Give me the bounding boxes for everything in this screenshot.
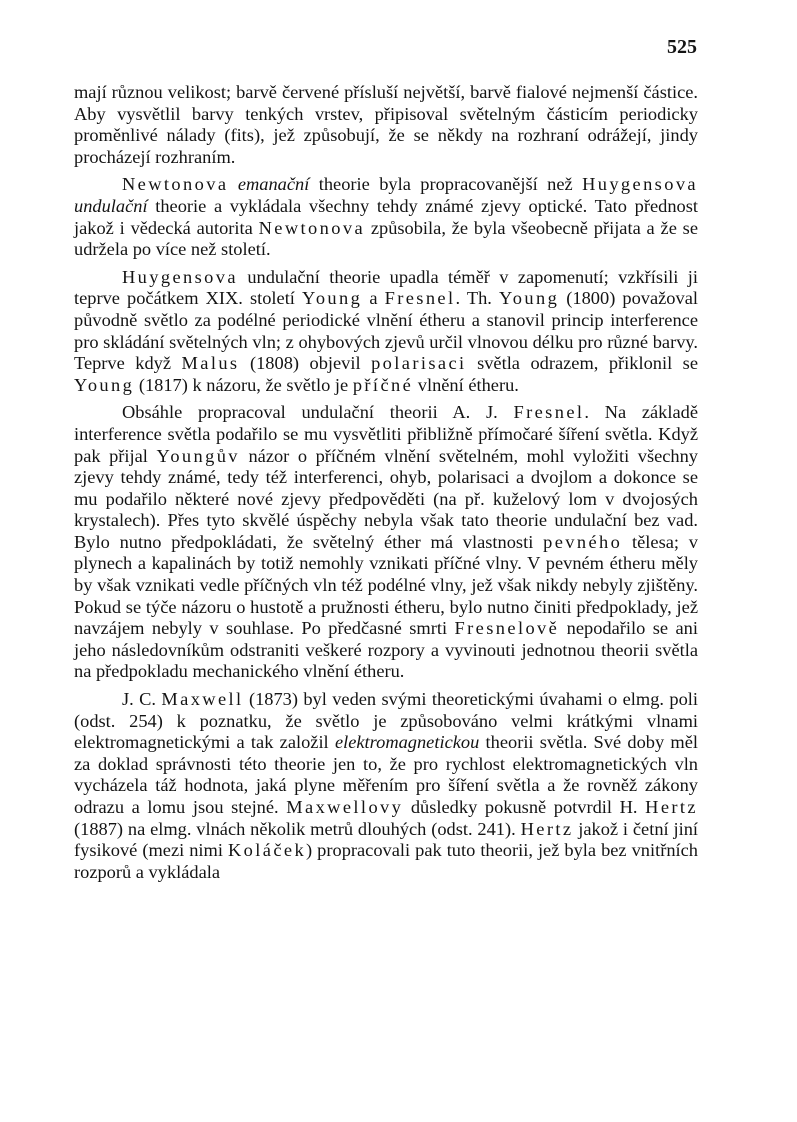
spaced-name: Fresnel (513, 402, 585, 423)
text-run (228, 174, 237, 194)
text-run: theorii světla. Své doby měl za doklad správnosti této theorie jen to, že pro rychlost elektromagnetických vln vycházela táž hodnota, jaká plyne měřením pro šíření světla a že rovněž zákony odrazu a lomu jsou stejné. (74, 732, 698, 817)
spaced-name: Huygensova (582, 174, 698, 195)
italic-term: elektromagnetickou (334, 732, 480, 753)
text-run: (1808) objevil (239, 353, 372, 374)
paragraph (74, 689, 698, 883)
text-run: theorie byla propracovanější než (309, 174, 583, 195)
spaced-name: Maxwell (161, 689, 244, 710)
paragraph (74, 402, 698, 683)
text-run: . Th. (455, 288, 499, 309)
spaced-name: Fresnel (384, 288, 456, 309)
spaced-name: Newtonova (258, 217, 366, 238)
spaced-name: Maxwellovy (286, 797, 404, 817)
spaced-name: příčné (352, 374, 414, 395)
text-run: (1887) na elmg. vlnách několik metrů dlouhých (odst. 241). (74, 818, 521, 839)
text-run: Obsáhle propracoval undulační theorii A. J. (122, 402, 514, 423)
body-text (74, 82, 698, 889)
paragraph (74, 82, 698, 168)
text-run: a (362, 288, 385, 309)
text-run: undulační theorie upadla téměř v zapomenutí; vzkřísili ji teprve počátkem XIX. století (74, 266, 698, 309)
text-run: způsobila, že byla všeobecně přijata a že se udržela po více než století. (74, 217, 698, 260)
spaced-name: Young (302, 288, 363, 309)
text-run: (1800) považoval původně světlo za podélné periodické vlnění étheru a stanovil princip interference pro skládání světelných vln; z ohybových zjevů určil vlnovou délku pro různé barvy. Teprve když (74, 288, 698, 374)
spaced-name: Young (74, 374, 135, 395)
spaced-name: Fresnelově (454, 618, 560, 639)
spaced-name: Hertz (520, 818, 574, 839)
text-run: důsledky pokusně potvrdil H. (403, 797, 646, 817)
paragraph (74, 267, 698, 397)
italic-term: emanační (237, 174, 310, 195)
spaced-name: Newtonova (122, 174, 229, 195)
text-run: světla odrazem, přiklonil se (466, 353, 698, 374)
text-run: vlnění étheru. (413, 374, 519, 395)
text-run: J. C. (122, 689, 162, 710)
text-run: tělesa; v plynech a kapalinách by totiž nemohly vznikati příčné vlny. V pevném étheru měly by však vznikati vedle příčných vln též podélné vlny, jež však nikdy nebyly zjištěny. Pokud se týče názoru o hustotě a pružnosti étheru, bylo nutno činiti předpoklady, jež navzájem nebyly v souhlase. Po předčasné smrti (74, 531, 698, 639)
text-run: nepodařilo se ani jeho následovníkům odstraniti veškeré rozpory a vyvinouti jednotnou theorii světla na předpokladu mechanického vlnění étheru. (74, 618, 698, 682)
spaced-name: Youngův (156, 445, 240, 466)
spaced-name: polarisaci (371, 353, 467, 374)
text-run: (1873) byl veden svými theoretickými úvahami o elmg. poli (odst. 254) k poznatku, že světlo je způsobováno velmi krátkými vlnami elektromagnetickými a tak založil (74, 689, 698, 753)
spaced-name: Hertz (645, 797, 698, 817)
text-run: mají různou velikost; barvě červené přísluší největší, barvě fialové nejmenší částice. Aby vysvětlil barvy tenkých vrstev, připisoval světelným částicím periodicky proměnlivé nálady (fits), jež způsobují, že se někdy na rozhraní odrážejí, jindy procházejí rozhraním. (74, 82, 698, 167)
spaced-name: Koláček (227, 840, 307, 861)
spaced-name: pevného (543, 531, 623, 552)
text-run: (1817) k názoru, že světlo je (134, 374, 353, 395)
spaced-name: Malus (181, 353, 240, 374)
text-run: jakož i četní jiní fysikové (mezi nimi (74, 818, 698, 861)
text-run: ) propracovali pak tuto theorii, jež byla bez vnitřních rozporů a vykládala (74, 840, 698, 882)
italic-term: undulační (74, 195, 148, 216)
text-run: theorie a vykládala všechny tehdy známé zjevy optické. Tato přednost jakož i vědecká autorita (74, 195, 698, 238)
text-run: . Na základě interference světla podařilo se mu vysvětliti přibližně přímočaré šíření světla. Když pak přijal (74, 402, 699, 466)
spaced-name: Huygensova (122, 266, 238, 287)
spaced-name: Young (498, 288, 560, 309)
page-number: 525 (667, 36, 697, 58)
paragraph (74, 174, 698, 260)
text-run: názor o příčném vlnění světelném, mohl vyložiti všechny zjevy tehdy známé, tedy též interferenci, ohyb, polarisaci a dvojlom a dokonce se mu podařilo některé nové zjevy předpověděti (na př. kuželový lom v dvojosých krystalech). Přes tyto skvělé úspěchy nebyla však tato theorie undulační bez vad. Bylo nutno předpokládati, že světelný éther má vlastnosti (74, 445, 699, 552)
